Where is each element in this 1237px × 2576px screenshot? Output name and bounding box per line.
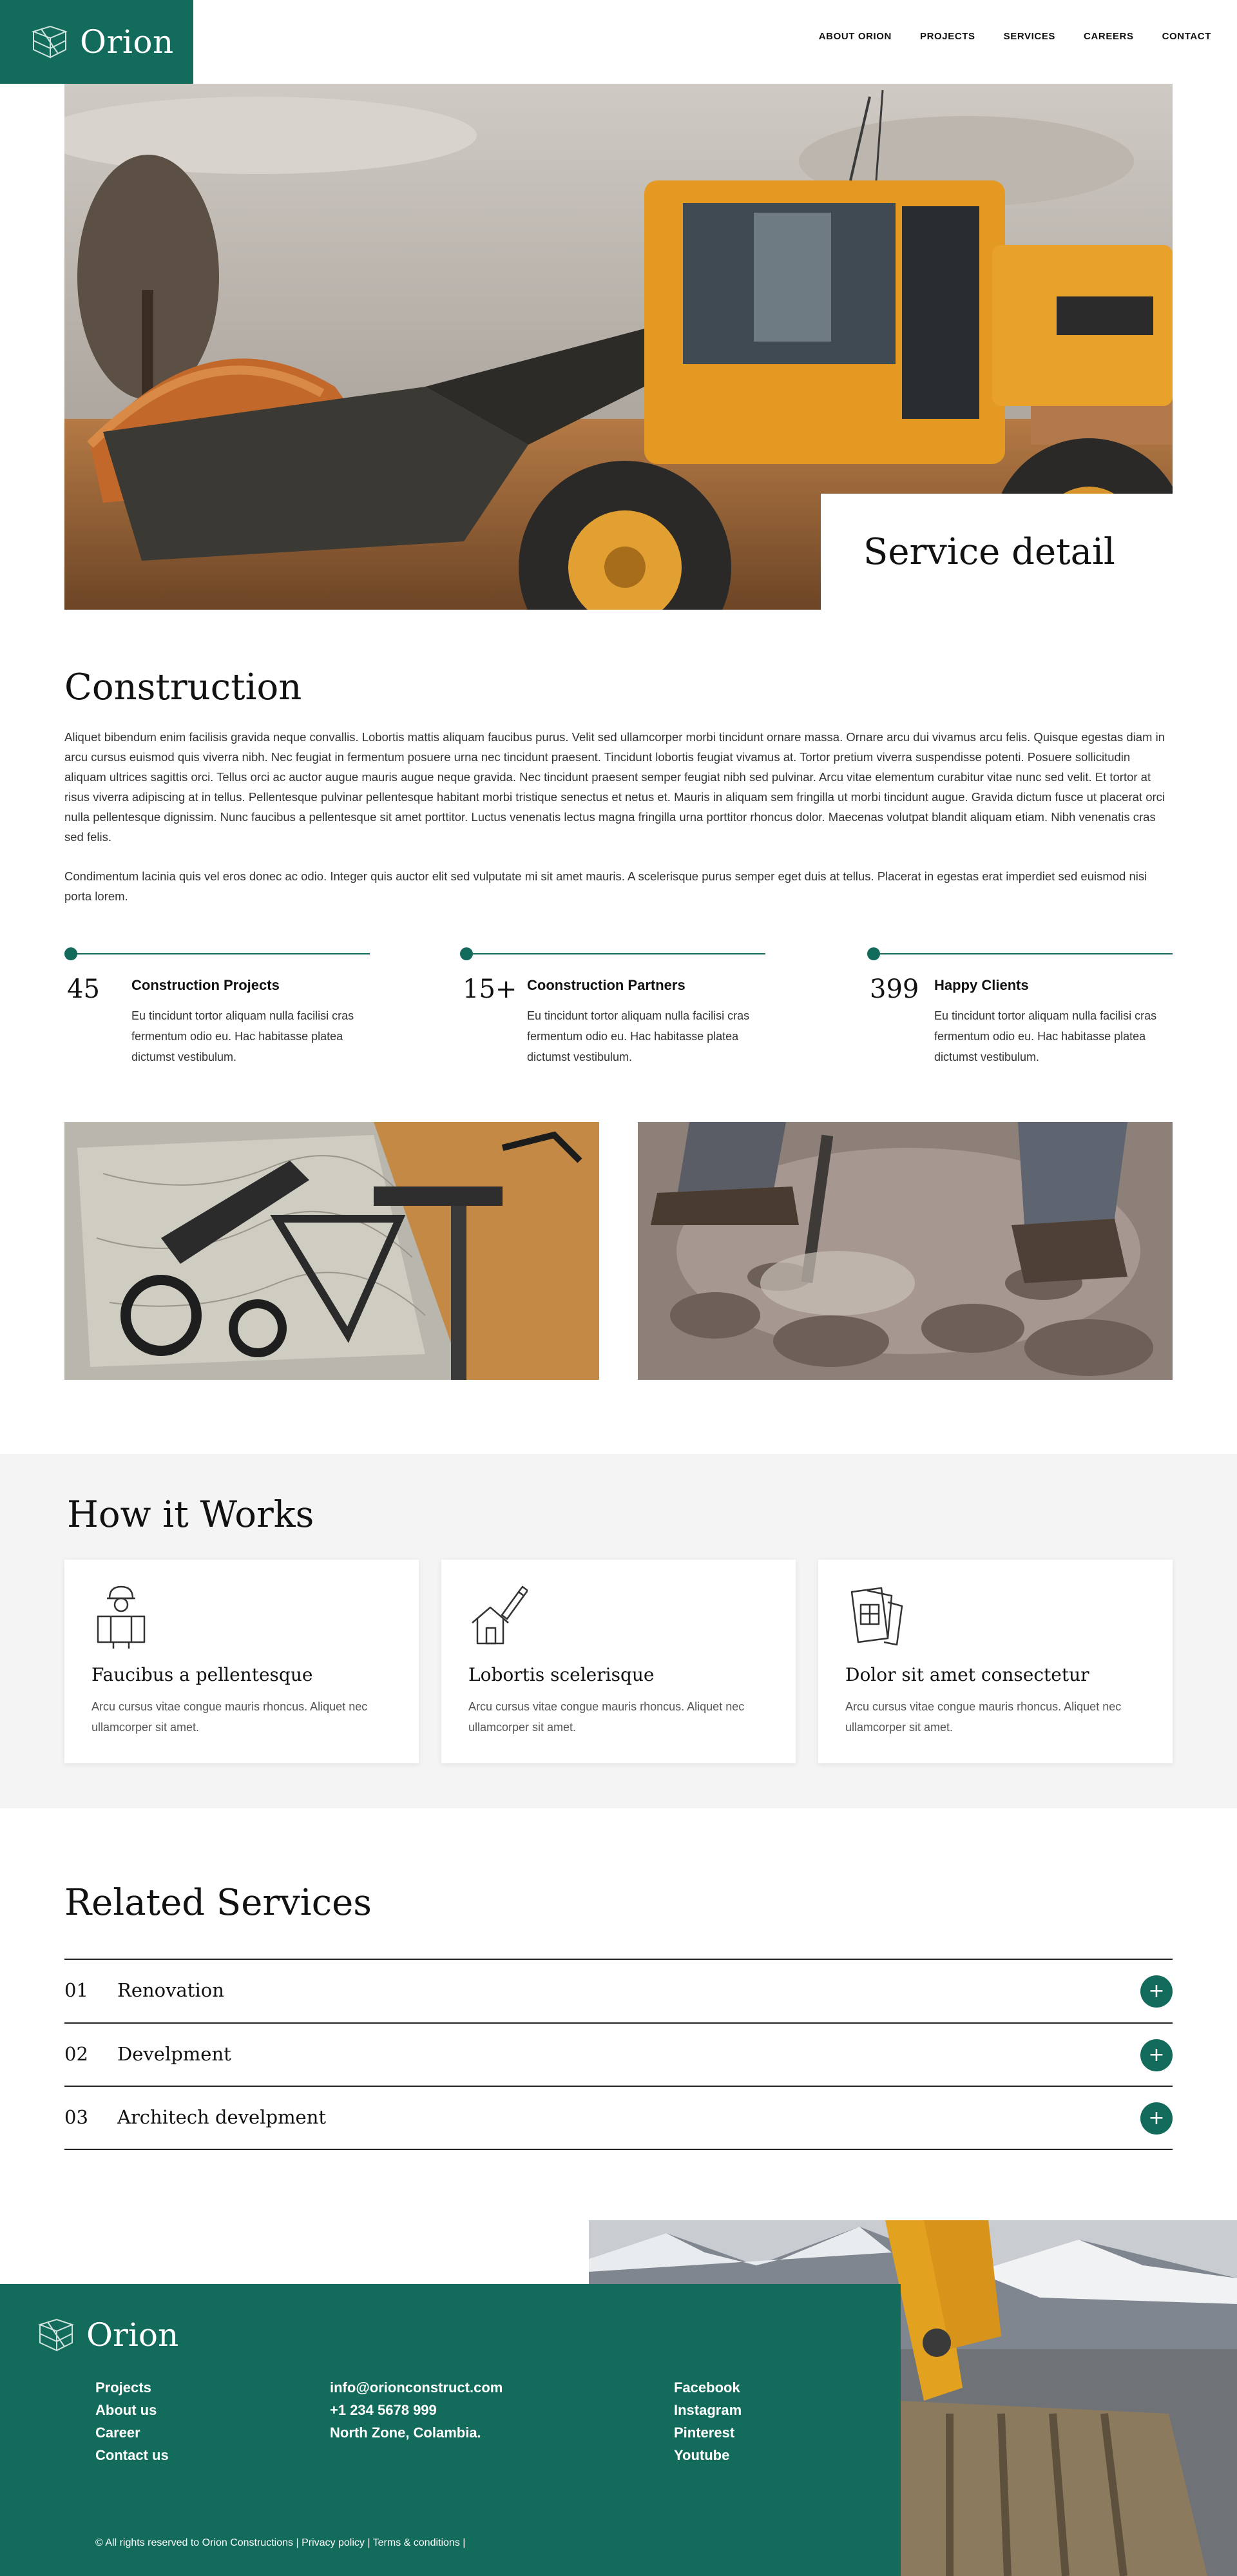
how-card (64, 1560, 419, 1763)
footer-facebook[interactable]: Facebook (674, 2379, 740, 2396)
how-card-desc: Arcu cursus vitae congue mauris rhoncus. Aliquet nec ullamcorper sit amet. (468, 1700, 745, 1734)
how-card (441, 1560, 796, 1763)
stat-dot (867, 947, 880, 960)
footer-instagram[interactable]: Instagram (674, 2402, 742, 2418)
stat-dot (64, 947, 77, 960)
footer-contact (330, 2379, 503, 2441)
footer-copyright (95, 2537, 465, 2549)
construction-title: Construction (64, 666, 302, 708)
house-paint-icon (468, 1583, 528, 1650)
accordion-item[interactable] (64, 2022, 1173, 2086)
footer-phone[interactable]: +1 234 5678 999 (330, 2402, 437, 2418)
separator: | (463, 2537, 466, 2548)
how-card-title: Faucibus a pellentesque (91, 1664, 313, 1685)
footer-social (674, 2379, 742, 2464)
stat-number: 45 (67, 974, 100, 1004)
tools-photo (64, 1122, 599, 1380)
accordion-label: Architech develpment (117, 2106, 327, 2128)
terms-link[interactable]: Terms & conditions (372, 2537, 460, 2548)
stat-rule (466, 953, 765, 954)
stat-rule (71, 953, 370, 954)
expand-plus-icon[interactable]: + (1140, 2102, 1173, 2135)
how-it-works-title: How it Works (67, 1494, 314, 1536)
site-footer (0, 2284, 901, 2576)
stat-number: 15+ (463, 974, 517, 1004)
privacy-policy-link[interactable]: Privacy policy (302, 2537, 365, 2548)
stat-number: 399 (870, 974, 919, 1004)
accordion-number: 01 (64, 1979, 88, 2001)
brand-logo[interactable] (0, 0, 193, 84)
stat-dot (460, 947, 473, 960)
stat-label: Construction Projects (131, 977, 280, 993)
blueprint-icon (845, 1583, 905, 1650)
service-detail-badge (821, 494, 1173, 610)
footer-address: North Zone, Colambia. (330, 2425, 481, 2441)
footer-link-contact[interactable]: Contact us (95, 2447, 169, 2463)
footer-link-about[interactable]: About us (95, 2402, 157, 2418)
stat-label: Happy Clients (934, 977, 1029, 993)
footer-pinterest[interactable]: Pinterest (674, 2425, 735, 2441)
expand-plus-icon[interactable]: + (1140, 1975, 1173, 2008)
accordion-number: 02 (64, 2043, 88, 2065)
how-card-title: Lobortis scelerisque (468, 1664, 655, 1685)
accordion-item[interactable] (64, 2086, 1173, 2149)
copyright-text: © All rights reserved to Orion Constructions | (95, 2537, 299, 2548)
stat-desc: Eu tincidunt tortor aliquam nulla facilisi cras fermentum odio eu. Hac habitasse platea dictumst vestibulum. (934, 1009, 1157, 1063)
footer-youtube[interactable]: Youtube (674, 2447, 730, 2463)
construction-paragraph-2: Condimentum lacinia quis vel eros donec ac odio. Integer quis auctor elit sed vulputate mi sit amet mauris. A scelerisque purus semper eget duis at tellus. Placerat in egestas erat imperdiet sed euismod nisi porta lorem. (64, 869, 1147, 903)
footer-link-career[interactable]: Career (95, 2425, 140, 2441)
orion-logo-icon (37, 2318, 75, 2352)
worker-plan-icon (91, 1583, 151, 1650)
how-card-title: Dolor sit amet consectetur (845, 1664, 1089, 1685)
separator: | (367, 2537, 370, 2548)
accordion-label: Renovation (117, 1979, 224, 2001)
footer-email[interactable]: info@orionconstruct.com (330, 2379, 503, 2396)
footer-links (95, 2379, 169, 2464)
accordion-number: 03 (64, 2106, 88, 2128)
footer-logo[interactable] (37, 2316, 178, 2354)
nav-services[interactable]: SERVICES (1003, 31, 1056, 42)
brand-name: Orion (80, 23, 174, 61)
stat-desc: Eu tincidunt tortor aliquam nulla facilisi cras fermentum odio eu. Hac habitasse platea dictumst vestibulum. (131, 1009, 354, 1063)
how-card-desc: Arcu cursus vitae congue mauris rhoncus. Aliquet nec ullamcorper sit amet. (91, 1700, 368, 1734)
stat-desc: Eu tincidunt tortor aliquam nulla facilisi cras fermentum odio eu. Hac habitasse platea dictumst vestibulum. (527, 1009, 750, 1063)
construction-paragraph-1: Aliquet bibendum enim facilisis gravida neque convallis. Lobortis mattis aliquam faucibus purus. Velit sed ullamcorper morbi tincidunt ornare massa. Ornare arcu dui vivamus arcu felis. Quisque egestas diam in arcu cursus euismod quis viverra nibh. Nec feugiat in fermentum posuere urna nec tincidunt praesent. Tincidunt lobortis feugiat vivamus at. Tortor pretium viverra suspendisse potenti. Posuere sollicitudin aliquam ultrices sagittis orci. Tellus orci ac auctor augue mauris augue neque gravida. Nec tincidunt praesent semper feugiat nibh sed pulvinar. Arcu vitae elementum curabitur vitae nunc sed velit. Et tortor at risus viverra adipiscing at in tellus. Pellentesque pulvinar pellentesque habitant morbi tristique senectus et netus et. Mauris in aliquam sem fringilla ut morbi tincidunt augue. Gravida dictum fusce ut placerat orci nulla pellentesque dignissim. Nunc faucibus a pellentesque sit amet porttitor. Luctus venenatis lectus magna fringilla urna porttitor rhoncus dolor. Maecenas volutpat blandit aliquam etiam. Nibh venenatis cras sed felis. (64, 730, 1165, 844)
accordion-item[interactable] (64, 1959, 1173, 2022)
nav-careers[interactable]: CAREERS (1084, 31, 1134, 42)
nav-projects[interactable]: PROJECTS (919, 31, 975, 42)
worker-drill-photo (638, 1122, 1173, 1380)
nav-about[interactable]: ABOUT ORION (818, 31, 892, 42)
related-services-title: Related Services (64, 1882, 372, 1924)
main-nav (819, 31, 1211, 42)
expand-plus-icon[interactable]: + (1140, 2039, 1173, 2071)
footer-link-projects[interactable]: Projects (95, 2379, 151, 2396)
service-detail-title: Service detail (863, 530, 1115, 573)
accordion-divider (64, 2149, 1173, 2150)
stat-label: Coonstruction Partners (527, 977, 686, 993)
orion-logo-icon (31, 25, 68, 59)
nav-contact[interactable]: CONTACT (1162, 31, 1211, 42)
accordion-label: Develpment (117, 2043, 231, 2065)
footer-brand-name: Orion (86, 2316, 179, 2354)
stat-rule (874, 953, 1173, 954)
how-card-desc: Arcu cursus vitae congue mauris rhoncus. Aliquet nec ullamcorper sit amet. (845, 1700, 1122, 1734)
how-card (818, 1560, 1173, 1763)
